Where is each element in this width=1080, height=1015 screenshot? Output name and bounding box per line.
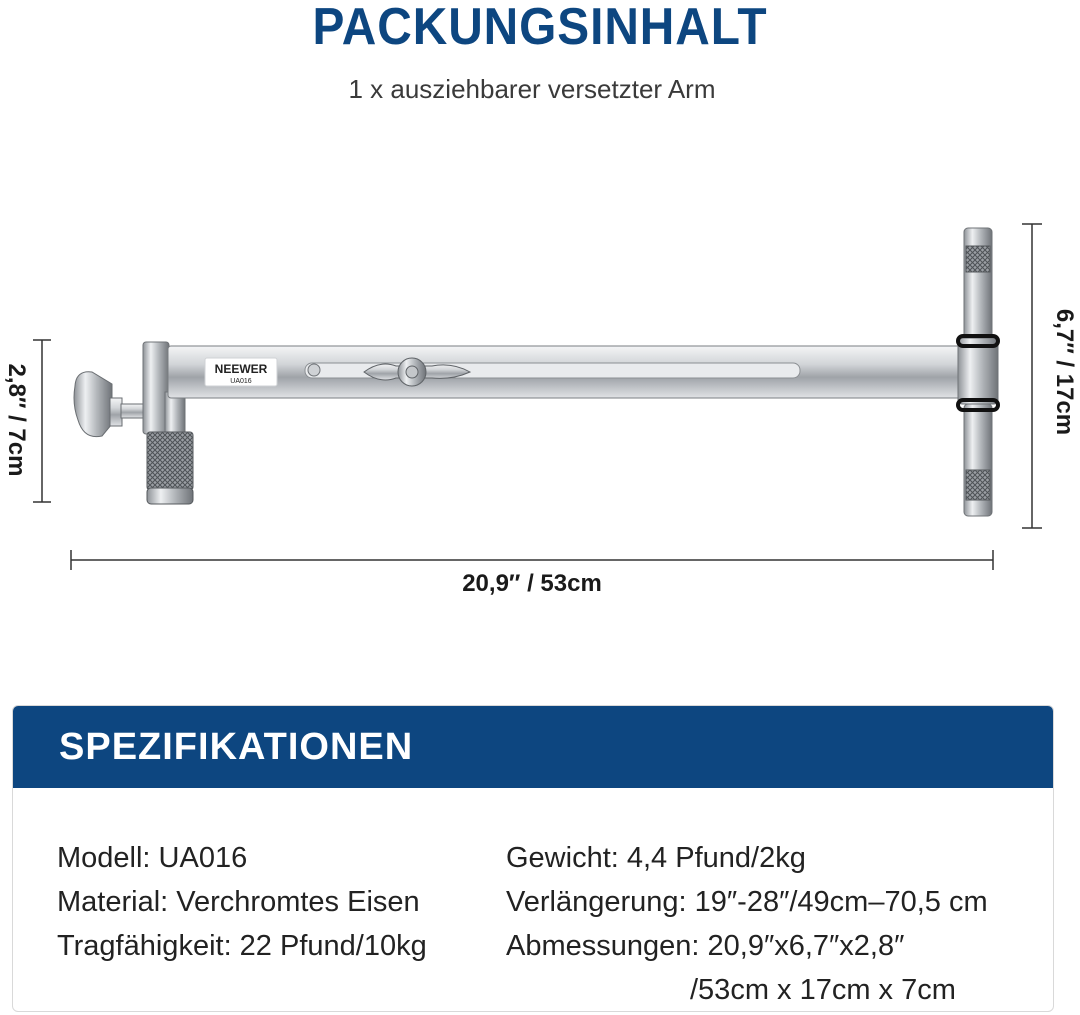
specifications-card — [12, 705, 1054, 1012]
page-title: PACKUNGSINHALT — [312, 0, 768, 56]
dimension-line-width — [71, 550, 993, 570]
package-contents-subtitle: 1 x ausziehbarer versetzter Arm — [348, 74, 716, 104]
specs-right-column — [506, 836, 988, 1012]
dimension-line-left-height — [33, 340, 51, 502]
spec-extension: Verlängerung: 19″-28″/49cm–70,5 cm — [506, 886, 988, 918]
spec-model: Modell: UA016 — [57, 842, 248, 874]
offset-arm — [74, 228, 998, 516]
brand-label: NEEWER — [214, 362, 268, 376]
spec-load-capacity: Tragfähigkeit: 22 Pfund/10kg — [57, 930, 427, 962]
specs-left-column — [57, 836, 427, 968]
spec-material: Material: Verchromtes Eisen — [57, 886, 420, 918]
dimension-height-right-label: 6,7″ / 17cm — [1051, 308, 1078, 436]
dimension-height-left-label: 2,8″ / 7cm — [3, 363, 30, 477]
spec-dimensions-metric: /53cm x 17cm x 7cm — [690, 974, 956, 1006]
spec-dimensions: Abmessungen: 20,9″x6,7″x2,8″ — [506, 930, 905, 962]
dimension-width-label: 20,9″ / 53cm — [462, 570, 602, 597]
model-label: UA016 — [230, 378, 252, 385]
specifications-title: SPEZIFIKATIONEN — [13, 706, 1053, 788]
wing-knob — [74, 372, 147, 437]
spec-weight: Gewicht: 4,4 Pfund/2kg — [506, 842, 806, 874]
dimension-line-right-height — [1022, 224, 1042, 528]
